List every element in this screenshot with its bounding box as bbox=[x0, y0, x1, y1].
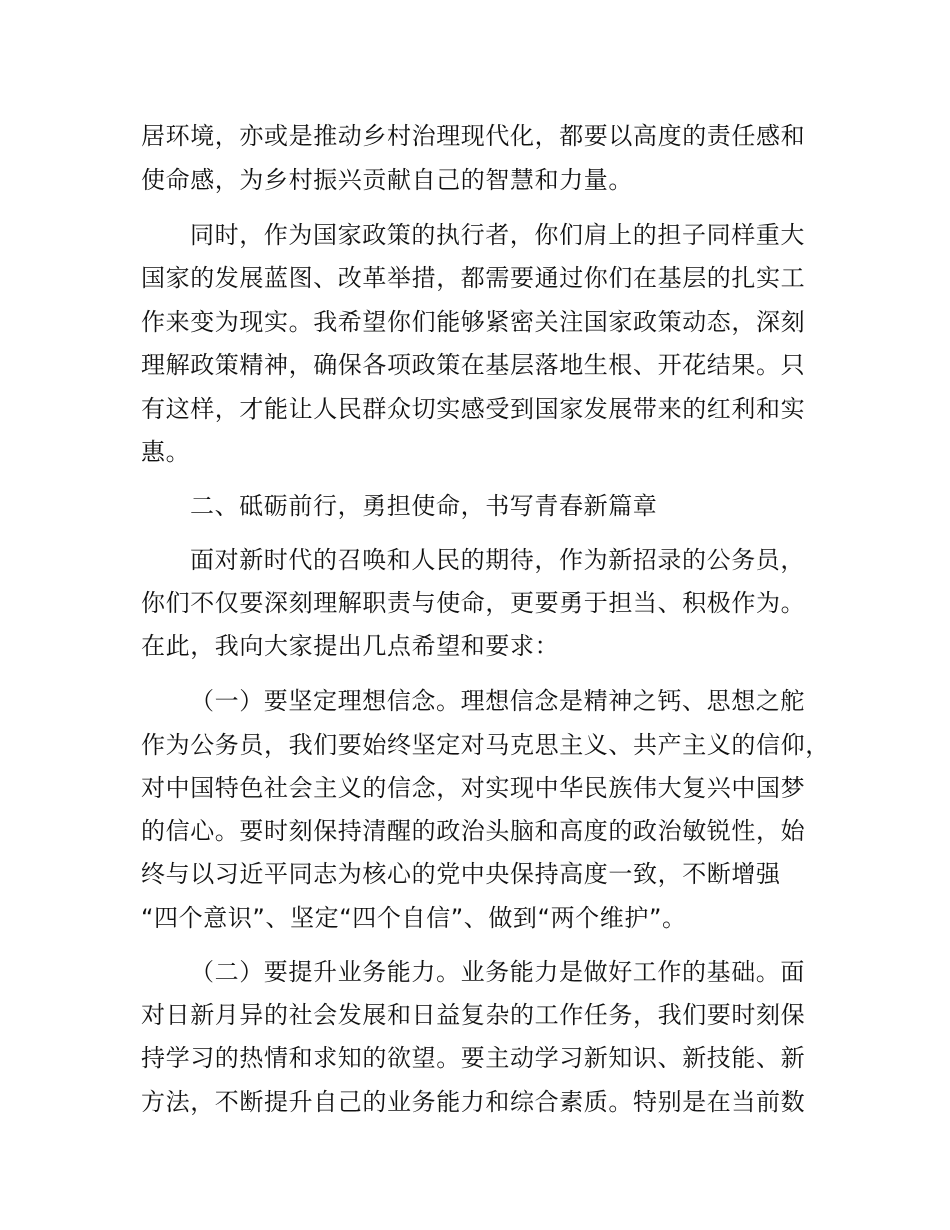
paragraph-start-line: 面对新时代的召唤和人民的期待，作为新招录的公务员， bbox=[190, 546, 805, 574]
text-line: 终与以习近平同志为核心的党中央保持高度一致，不断增强 bbox=[141, 860, 781, 888]
paragraph-start-line: （一）要坚定理想信念。理想信念是精神之钙、思想之舵 bbox=[190, 687, 805, 715]
text-line: 方法，不断提升自己的业务能力和综合素质。特别是在当前数 bbox=[141, 1088, 806, 1116]
text-line: “四个意识”、坚定“四个自信”、做到“两个维护”。 bbox=[141, 904, 687, 932]
text-line: 对日新月异的社会发展和日益复杂的工作任务，我们要时刻保 bbox=[141, 1001, 806, 1029]
text-line: 惠。 bbox=[141, 438, 191, 466]
text-line: 的信心。要时刻保持清醒的政治头脑和高度的政治敏锐性，始 bbox=[141, 817, 806, 845]
text-line: 你们不仅要深刻理解职责与使命，更要勇于担当、积极作为。 bbox=[141, 589, 806, 617]
text-line: 持学习的热情和求知的欲望。要主动学习新知识、新技能、新 bbox=[141, 1044, 806, 1072]
text-line: 有这样，才能让人民群众切实感受到国家发展带来的红利和实 bbox=[141, 395, 806, 423]
text-line: 对中国特色社会主义的信念，对实现中华民族伟大复兴中国梦 bbox=[141, 774, 806, 802]
text-line: 在此，我向大家提出几点希望和要求： bbox=[141, 632, 560, 660]
text-line: 理解政策精神，确保各项政策在基层落地生根、开花结果。只 bbox=[141, 351, 806, 379]
text-line: 作来变为现实。我希望你们能够紧密关注国家政策动态，深刻 bbox=[141, 308, 806, 336]
section-heading: 二、砥砺前行，勇担使命，书写青春新篇章 bbox=[190, 492, 658, 520]
text-line: 居环境，亦或是推动乡村治理现代化，都要以高度的责任感和 bbox=[141, 122, 806, 150]
paragraph-start-line: （二）要提升业务能力。业务能力是做好工作的基础。面 bbox=[190, 958, 805, 986]
text-line: 国家的发展蓝图、改革举措，都需要通过你们在基层的扎实工 bbox=[141, 264, 806, 292]
paragraph-start-line: 同时，作为国家政策的执行者，你们肩上的担子同样重大 bbox=[190, 221, 805, 249]
text-line: 使命感，为乡村振兴贡献自己的智慧和力量。 bbox=[141, 166, 633, 194]
text-line: 作为公务员，我们要始终坚定对马克思主义、共产主义的信仰， bbox=[141, 731, 830, 759]
